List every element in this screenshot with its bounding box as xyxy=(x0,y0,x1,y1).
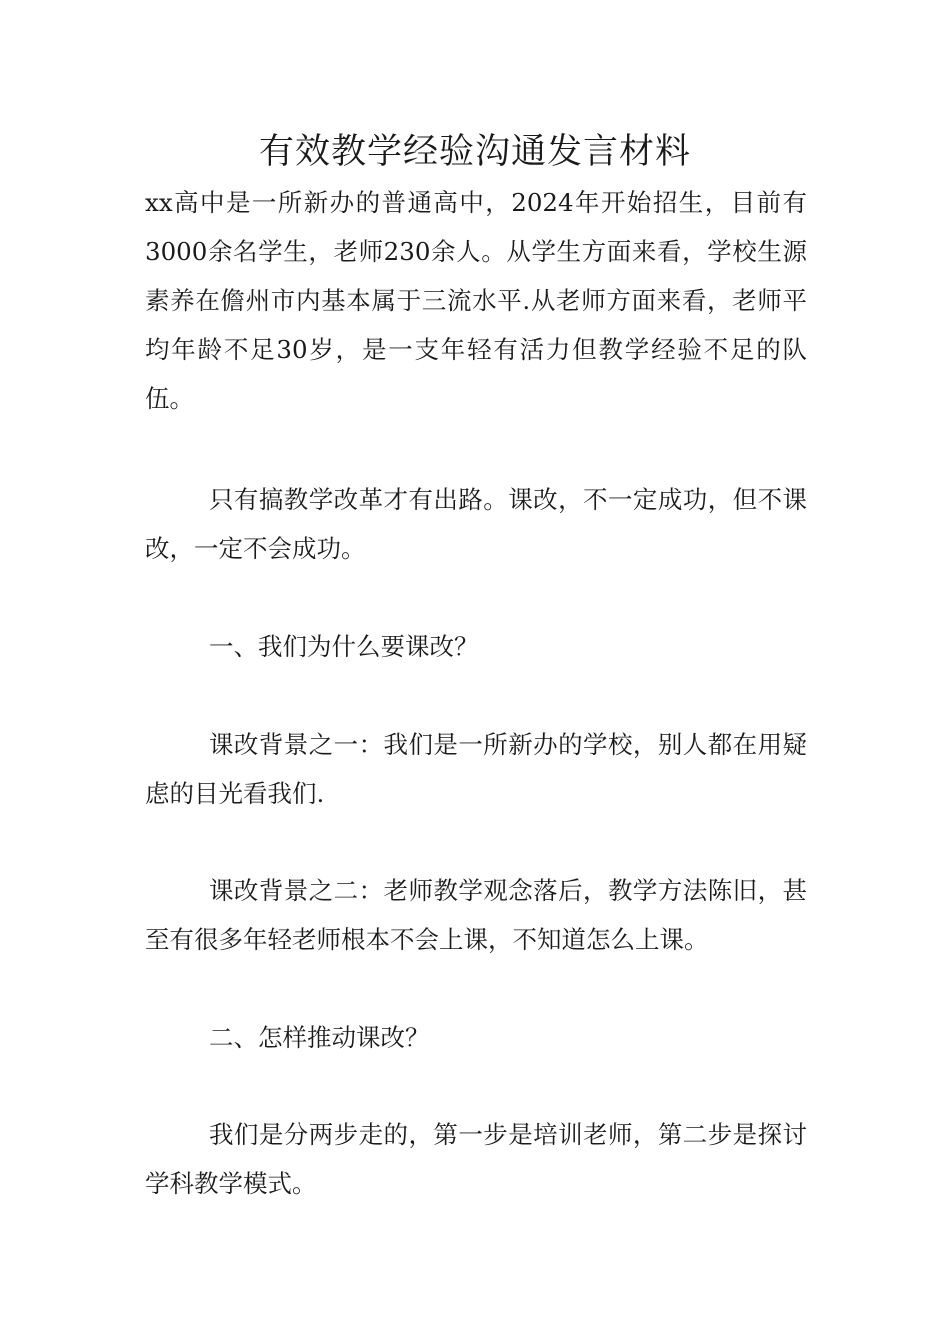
document-title: 有效教学经验沟通发言材料 xyxy=(258,132,691,172)
paragraph-background-two: 课改背景之二：老师教学观念落后，教学方法陈旧，甚至有很多年轻老师根本不会上课，不知道怎么上课。 xyxy=(145,876,807,954)
section-heading-how-reform: 二、怎样推动课改？ xyxy=(209,1023,430,1052)
section-heading-why-reform: 一、我们为什么要课改？ xyxy=(209,632,479,661)
paragraph-two-steps: 我们是分两步走的，第一步是培训老师，第二步是探讨学科教学模式。 xyxy=(145,1120,807,1198)
paragraph-background-one: 课改背景之一：我们是一所新办的学校，别人都在用疑虑的目光看我们. xyxy=(145,730,807,808)
paragraph-reform-statement: 只有搞教学改革才有出路。课改，不一定成功，但不课改，一定不会成功。 xyxy=(145,485,807,563)
paragraph-school-intro: xx高中是一所新办的普通高中，2024年开始招生，目前有3000余名学生，老师230余人。从学生方面来看，学校生源素养在儋州市内基本属于三流水平.从老师方面来看，老师平均年龄不足30岁，是一支年轻有活力但教学经验不足的队伍。 xyxy=(145,188,807,413)
